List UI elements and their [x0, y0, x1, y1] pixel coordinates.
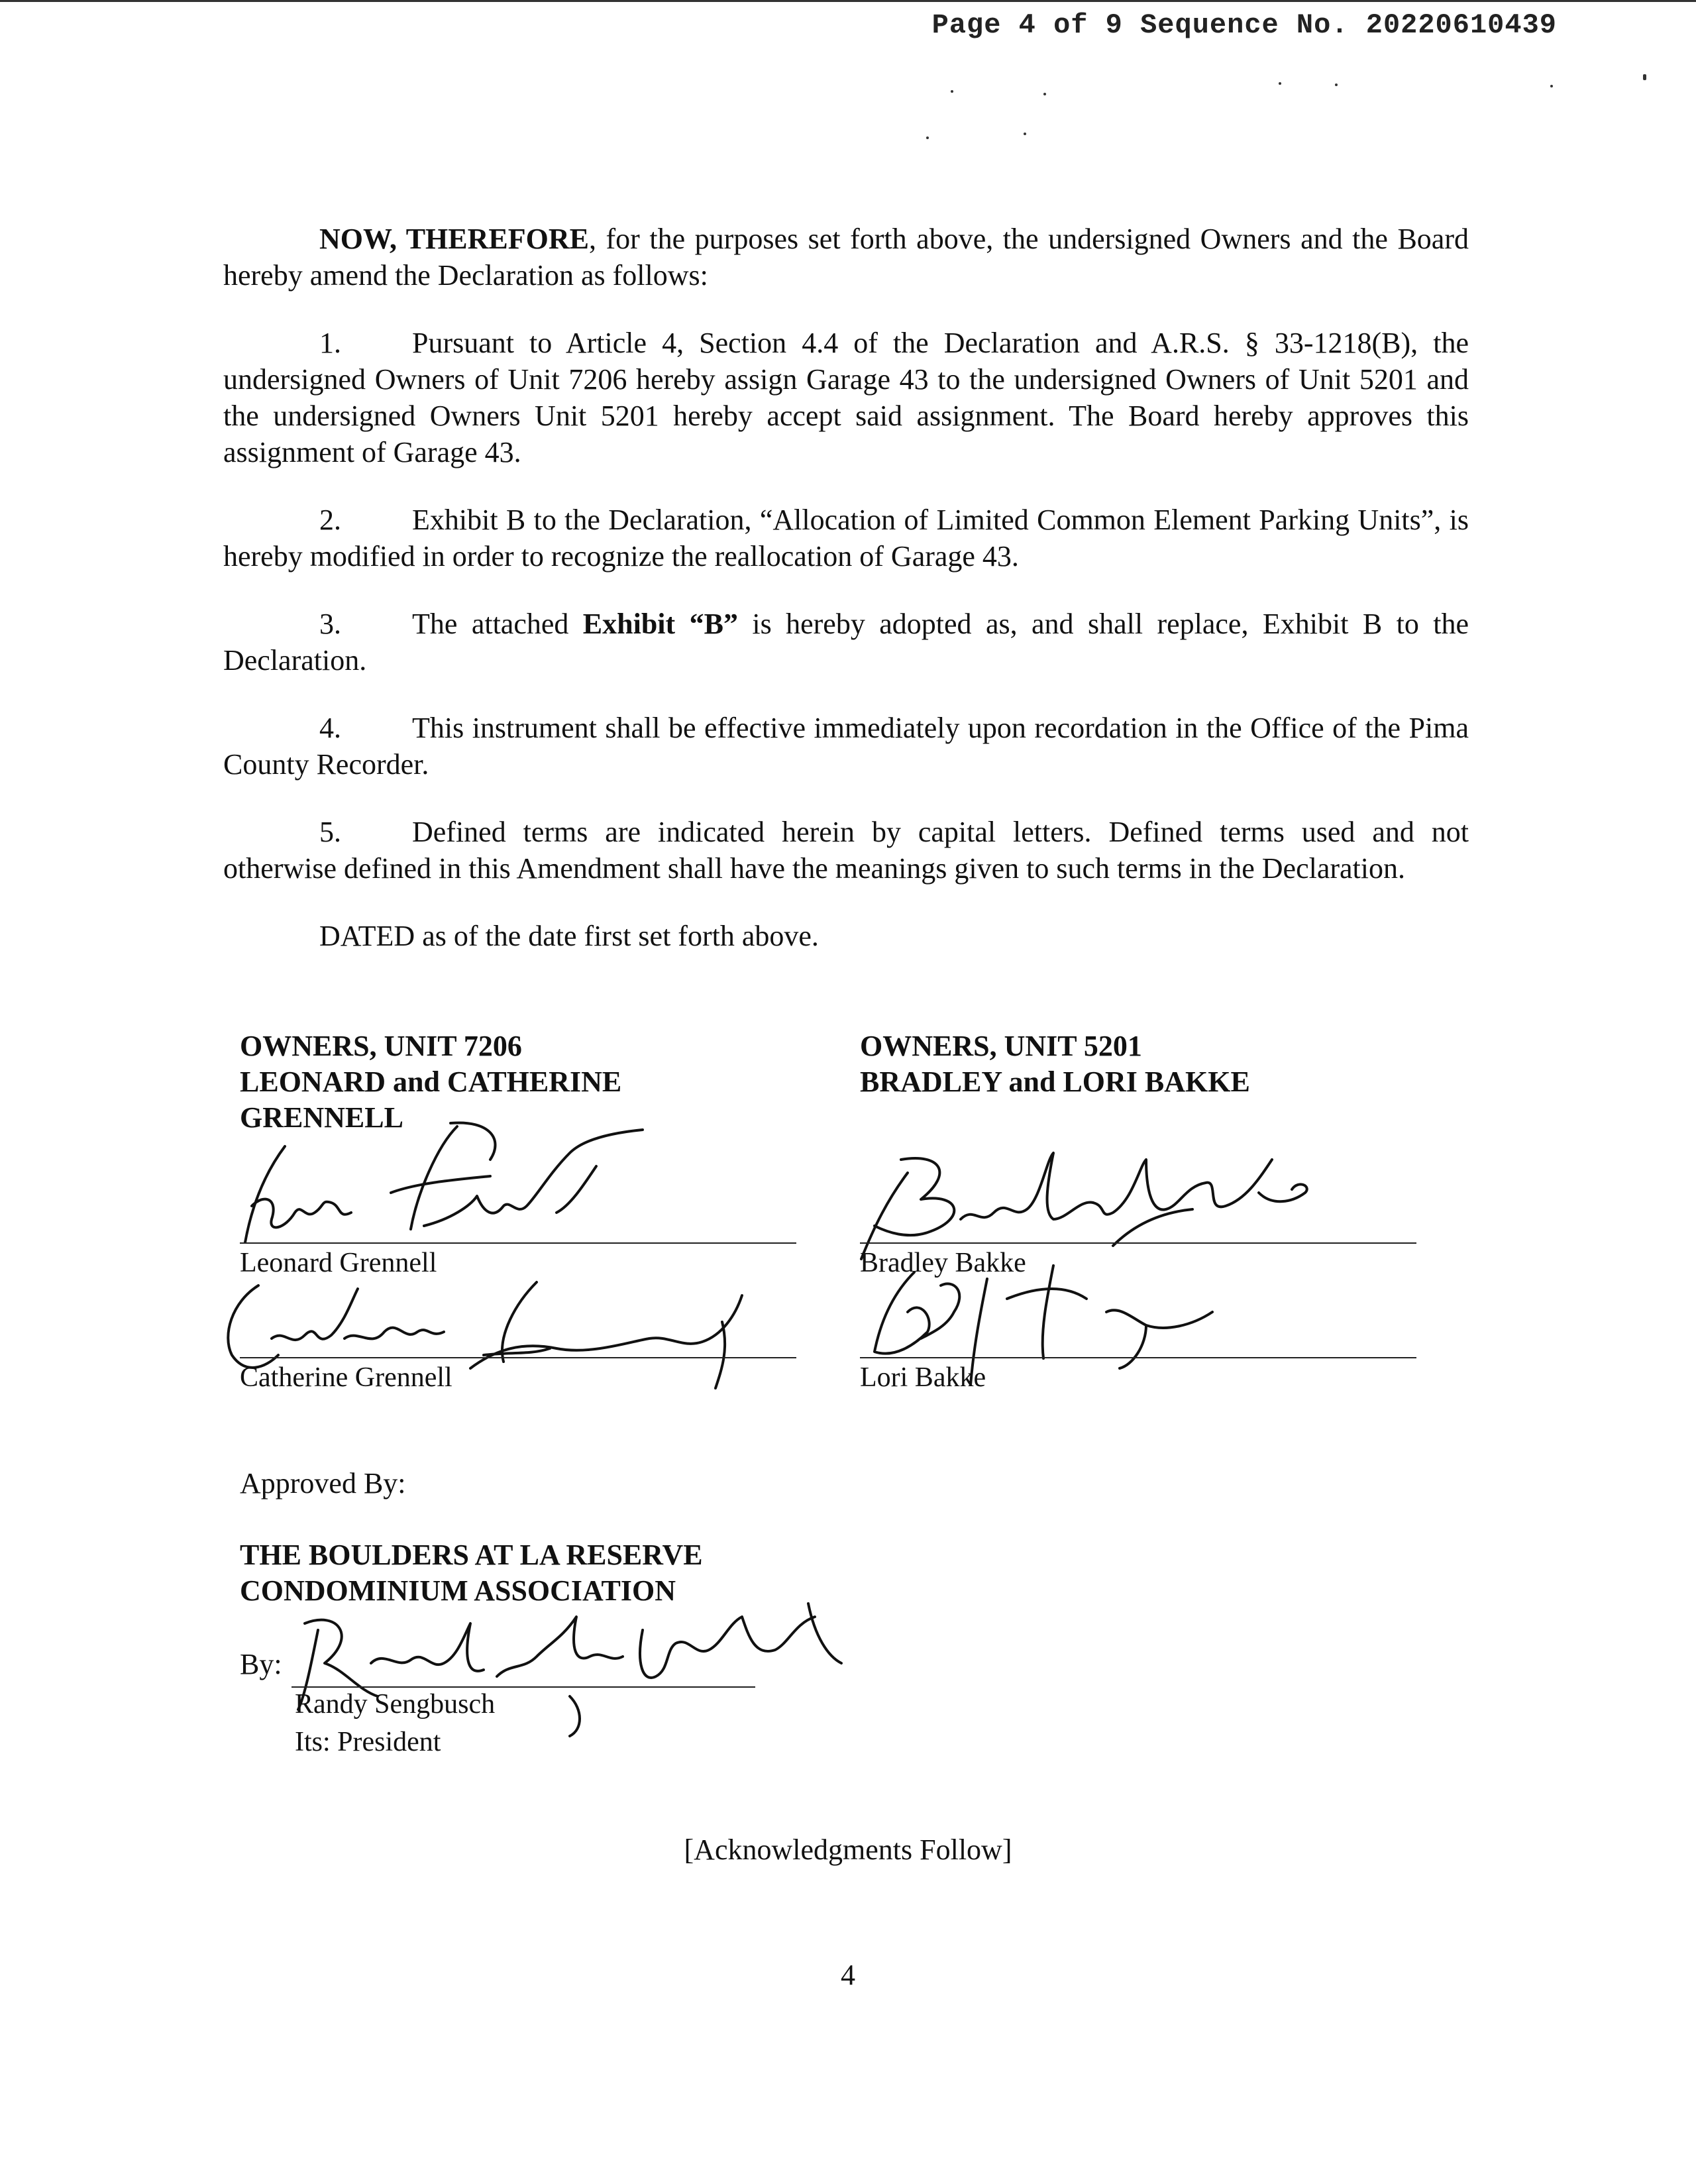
- page-number: 4: [841, 1959, 855, 1991]
- scan-speck: [1550, 85, 1553, 87]
- item-number: 3.: [319, 608, 341, 640]
- bradley-bakke-name: Bradley Bakke: [860, 1248, 1026, 1278]
- randy-sengbusch-name: Randy Sengbusch: [295, 1689, 496, 1720]
- item-2: [223, 502, 1469, 574]
- intro-paragraph: [223, 221, 1469, 294]
- owners-unit-label: OWNERS, UNIT 7206: [240, 1030, 522, 1062]
- top-border-line: [0, 0, 1696, 2]
- item-3: [223, 606, 1469, 679]
- item-text: Exhibit B to the Declaration, “Allocation of Limited Common Element Parking Units”, is hereby modified in order to recognize the reallocation of Garage 43.: [223, 504, 1469, 573]
- dated-line: DATED as of the date first set forth above.: [319, 920, 819, 952]
- item-number: 2.: [319, 504, 341, 536]
- association-name-line: THE BOULDERS AT LA RESERVE: [240, 1539, 703, 1571]
- lori-bakke-name: Lori Bakke: [860, 1362, 986, 1393]
- item-number: 4.: [319, 712, 341, 744]
- scan-speck: [951, 90, 953, 93]
- acknowledgments-note: [Acknowledgments Follow]: [684, 1833, 1012, 1866]
- item-text: This instrument shall be effective immediately upon recordation in the Office of the Pima County Recorder.: [223, 712, 1469, 781]
- item-text: The attached: [412, 608, 583, 640]
- now-therefore-heading: NOW, THEREFORE: [319, 223, 589, 255]
- owners-unit-label: OWNERS, UNIT 5201: [860, 1030, 1142, 1062]
- signature-line: [860, 1357, 1416, 1358]
- exhibit-b-reference: Exhibit “B”: [582, 608, 738, 640]
- owners-names-line: LEONARD and CATHERINE: [240, 1065, 622, 1098]
- scan-speck: [1643, 74, 1646, 80]
- item-text: Defined terms are indicated herein by capital letters. Defined terms used and not otherwise defined in this Amendment shall have the meanings given to such terms in the Declaration.: [223, 816, 1469, 885]
- leonard-grennell-name: Leonard Grennell: [240, 1248, 437, 1278]
- scan-speck: [1335, 83, 1338, 86]
- signature-line: [292, 1686, 755, 1688]
- signature-line: [240, 1357, 796, 1358]
- item-number: 1.: [319, 327, 341, 359]
- approved-by-label: Approved By:: [240, 1467, 406, 1500]
- by-label: By:: [240, 1648, 282, 1680]
- item-text: Pursuant to Article 4, Section 4.4 of the Declaration and A.R.S. § 33-1218(B), the undersigned Owners of Unit 7206 hereby assign Garage 43 to the undersigned Owners of Unit 5201 and the undersigned Owners Unit 5201 hereby accept said assignment. The Board hereby approves this assignment of Garage 43.: [223, 327, 1469, 468]
- association-name-line: CONDOMINIUM ASSOCIATION: [240, 1574, 676, 1607]
- intro-text: , for the purposes set forth above, the undersigned Owners and the Board hereby amend the Declaration as follows:: [223, 223, 1469, 292]
- item-4: [223, 710, 1469, 783]
- item-5: [223, 814, 1469, 887]
- owners-names-line: BRADLEY and LORI BAKKE: [860, 1065, 1250, 1098]
- owners-5201-heading: [860, 1028, 1250, 1100]
- owners-names-line: GRENNELL: [240, 1101, 403, 1134]
- amendment-body: [223, 221, 1469, 954]
- leonard-grennell-signature: [238, 1120, 669, 1252]
- scan-speck: [1279, 82, 1281, 85]
- item-number: 5.: [319, 816, 341, 848]
- item-text: is hereby adopted as, and shall replace, Exhibit B to the Declaration.: [223, 608, 1469, 677]
- catherine-grennell-name: Catherine Grennell: [240, 1362, 452, 1393]
- signature-line: [240, 1242, 796, 1244]
- scan-speck: [1024, 133, 1026, 135]
- signature-line: [860, 1242, 1416, 1244]
- signer-title: Its: President: [295, 1727, 441, 1757]
- scan-speck: [926, 136, 929, 139]
- item-1: [223, 325, 1469, 470]
- recording-stamp: Page 4 of 9 Sequence No. 20220610439: [931, 9, 1557, 41]
- scan-speck: [1043, 93, 1046, 95]
